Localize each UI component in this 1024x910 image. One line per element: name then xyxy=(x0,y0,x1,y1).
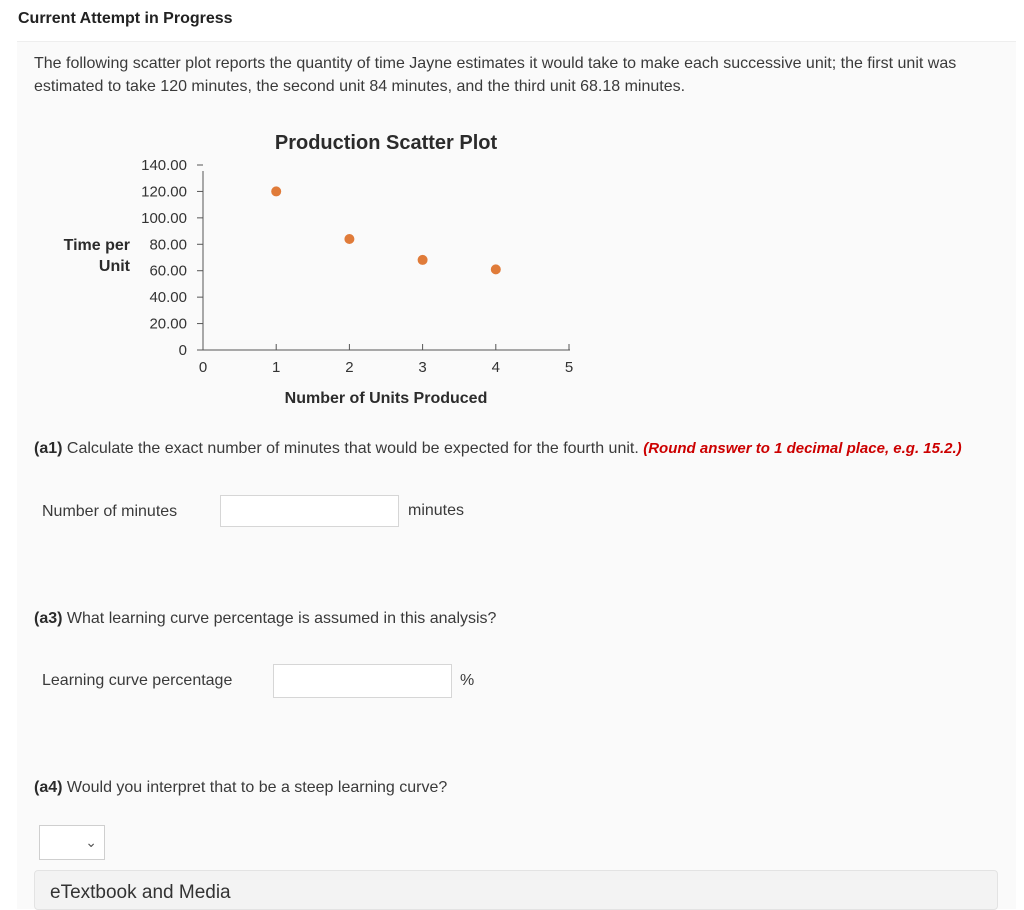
chevron-down-icon: ⌄ xyxy=(85,834,97,850)
percent-unit: % xyxy=(460,672,475,689)
etextbook-media-label: eTextbook and Media xyxy=(50,882,231,903)
question-a1 xyxy=(34,440,962,458)
question-intro: The following scatter plot reports the quantity of time Jayne estimates it would take to make each successive unit; the first unit was estimated to take 120 minutes, the second unit 84 minutes, and the third unit 68.18 minutes. xyxy=(34,55,957,95)
learning-curve-label: Learning curve percentage xyxy=(42,672,233,689)
chart-ylabel-line1: Time per xyxy=(63,237,130,254)
y-tick-label: 60.00 xyxy=(149,262,187,280)
data-points xyxy=(271,186,501,274)
learning-curve-input[interactable] xyxy=(273,664,452,698)
x-axis-ticks xyxy=(199,344,573,376)
question-a1-text: Calculate the exact number of minutes that would be expected for the fourth unit. xyxy=(62,440,644,457)
question-a3-text: What learning curve percentage is assumed in this analysis? xyxy=(62,610,497,627)
y-tick-label: 40.00 xyxy=(149,289,187,307)
steep-curve-select[interactable] xyxy=(39,825,105,860)
rounding-hint: (Round answer to 1 decimal place, e.g. 15.2.) xyxy=(643,440,962,457)
etextbook-media-panel[interactable] xyxy=(34,870,998,910)
production-scatter-chart xyxy=(40,122,600,422)
attempt-status-title: Current Attempt in Progress xyxy=(18,10,233,27)
x-tick-label: 5 xyxy=(564,359,574,376)
question-a3-tag: (a3) xyxy=(34,610,63,627)
chart-xlabel: Number of Units Produced xyxy=(284,390,488,407)
question-a4-text: Would you interpret that to be a steep learning curve? xyxy=(62,779,448,796)
header-bar xyxy=(0,0,1024,42)
y-axis-ticks xyxy=(141,157,203,359)
x-tick-label: 2 xyxy=(345,359,354,376)
question-a4-tag: (a4) xyxy=(34,779,63,796)
scatter-point xyxy=(271,186,281,196)
y-tick-label: 120.00 xyxy=(141,183,187,201)
y-tick-label: 80.00 xyxy=(149,236,187,254)
chart-svg xyxy=(40,122,600,422)
question-a3 xyxy=(34,610,496,628)
y-tick-label: 100.00 xyxy=(141,209,187,227)
minutes-unit: minutes xyxy=(408,502,465,519)
scatter-point xyxy=(418,255,428,265)
y-tick-label: 20.00 xyxy=(149,315,187,333)
question-a1-tag: (a1) xyxy=(34,440,63,457)
minutes-label: Number of minutes xyxy=(42,503,178,520)
chart-ylabel-line2: Unit xyxy=(98,258,130,275)
scatter-point xyxy=(344,234,354,244)
x-tick-label: 4 xyxy=(491,359,500,376)
scatter-point xyxy=(491,264,501,274)
chart-title: Production Scatter Plot xyxy=(274,132,498,154)
x-tick-label: 3 xyxy=(418,359,427,376)
x-tick-label: 0 xyxy=(198,359,208,376)
y-tick-label: 140.00 xyxy=(141,157,187,174)
minutes-input[interactable] xyxy=(220,495,399,527)
y-tick-label: 0 xyxy=(178,342,187,359)
x-tick-label: 1 xyxy=(272,359,281,376)
question-a4 xyxy=(34,779,447,797)
